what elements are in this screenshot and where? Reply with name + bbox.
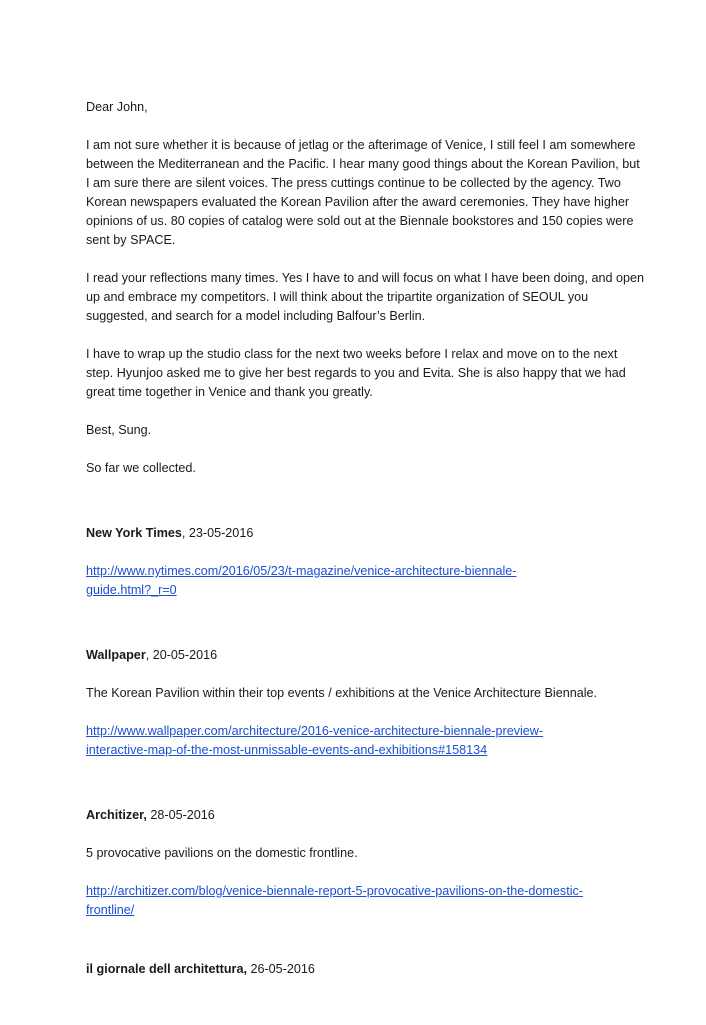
source-link-line[interactable]: guide.html?_r=0 (86, 583, 177, 597)
source-name: il giornale dell architettura, (86, 962, 247, 976)
paragraph-jetlag: I am not sure whether it is because of jetlag or the afterimage of Venice, I still feel I am somewhere between the Mediterranean and the Pacific. I hear many good things about the Korean Pavilion, but I am sure there are silent voices. The press cuttings continue to be collected by the agency. Two Korean newspapers evaluated the Korean Pavilion after the award ceremonies. They have higher opinions of us. 80 copies of catalog were sold out at the Biennale bookstores and 150 copies were sent by SPACE. (86, 138, 640, 247)
paragraph-studio-class: I have to wrap up the studio class for the next two weeks before I relax and move on to the next step. Hyunjoo asked me to give her best regards to you and Evita. She is also happy that we had great time together in Venice and thank you greatly. (86, 347, 626, 399)
source-heading (86, 806, 646, 825)
source-new-york-times (86, 524, 646, 600)
salutation: Dear John, (86, 100, 148, 114)
source-heading (86, 524, 646, 543)
source-heading (86, 960, 646, 979)
source-link-line[interactable]: http://www.wallpaper.com/architecture/2016-venice-architecture-biennale-preview- (86, 724, 544, 738)
source-link-line[interactable]: interactive-map-of-the-most-unmissable-events-and-exhibitions#158134 (86, 743, 488, 757)
source-link[interactable] (86, 722, 646, 760)
source-description: The Korean Pavilion within their top events / exhibitions at the Venice Architecture Biennale. (86, 686, 598, 700)
collected-intro: So far we collected. (86, 461, 196, 475)
source-date: , 20-05-2016 (145, 648, 218, 662)
source-name: New York Times (86, 526, 182, 540)
source-link-line[interactable]: http://www.nytimes.com/2016/05/23/t-magazine/venice-architecture-biennale- (86, 564, 517, 578)
source-description: 5 provocative pavilions on the domestic frontline. (86, 846, 358, 860)
source-date: , 23-05-2016 (181, 526, 254, 540)
paragraph-reflections: I read your reflections many times. Yes I have to and will focus on what I have been doing, and open up and embrace my competitors. I will think about the tripartite organization of SEOUL you suggested, and search for a model including Balfour’s Berlin. (86, 271, 644, 323)
source-architizer (86, 806, 646, 920)
source-link-line[interactable]: frontline/ (86, 903, 135, 917)
letter-body (86, 98, 646, 1025)
source-name: Wallpaper (86, 648, 146, 662)
source-wallpaper (86, 646, 646, 760)
source-date: 28-05-2016 (146, 808, 215, 822)
source-link[interactable] (86, 882, 646, 920)
source-date: 26-05-2016 (246, 962, 315, 976)
signoff: Best, Sung. (86, 423, 152, 437)
source-heading (86, 646, 646, 665)
source-il-giornale (86, 960, 646, 979)
source-name: Architizer, (86, 808, 147, 822)
source-link-line[interactable]: http://architizer.com/blog/venice-biennale-report-5-provocative-pavilions-on-the-domestic- (86, 884, 583, 898)
source-link[interactable] (86, 562, 646, 600)
